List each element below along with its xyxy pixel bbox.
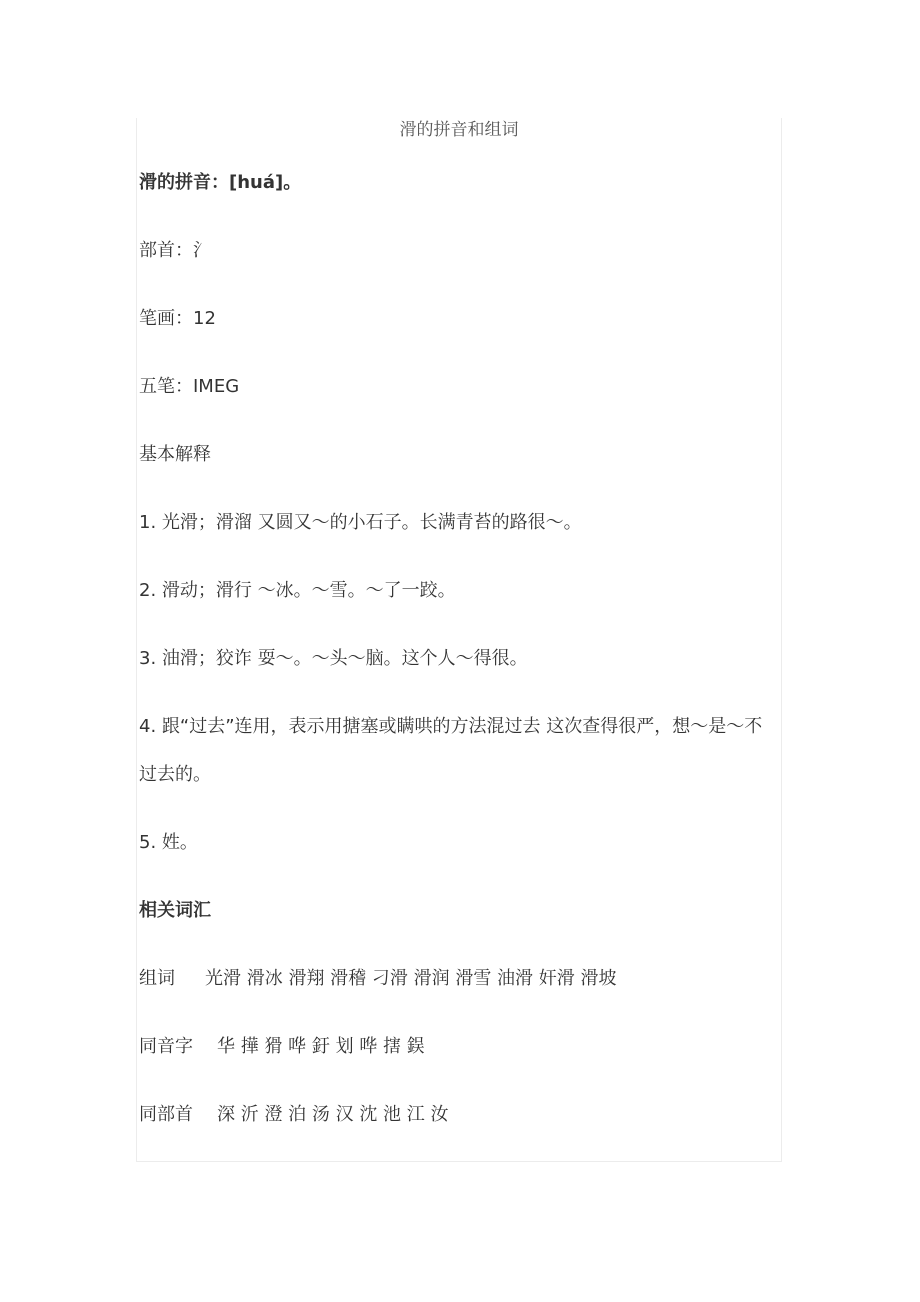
same-radical-label: 同部首 — [139, 1104, 193, 1125]
definition-4: 4. 跟“过去”连用，表示用搪塞或瞒哄的方法混过去 这次查得很严，想～是～不过去的。 — [139, 716, 763, 785]
definition-5: 5. 姓。 — [139, 832, 198, 853]
same-radical-row — [139, 1103, 449, 1127]
wubi-line: 五笔：IMEG — [139, 376, 240, 397]
definition-2: 2. 滑动；滑行 ～冰。～雪。～了一跤。 — [139, 580, 456, 601]
compound-words-row — [139, 967, 617, 991]
document-title: 滑的拼音和组词 — [399, 120, 519, 140]
homophones-list: 华 撶 猾 哗 釪 划 哗 搳 鋘 — [217, 1036, 425, 1057]
compound-words-list: 光滑 滑冰 滑翔 滑稽 刁滑 滑润 滑雪 油滑 奸滑 滑坡 — [205, 968, 617, 989]
same-radical-list: 深 沂 澄 泊 汤 汉 沈 池 江 汝 — [217, 1104, 449, 1125]
pinyin-line: 滑的拼音：[huá]。 — [139, 172, 302, 193]
homophones-row — [139, 1035, 425, 1059]
homophones-label: 同音字 — [139, 1036, 193, 1057]
related-words-heading: 相关词汇 — [139, 900, 211, 921]
definition-1: 1. 光滑；滑溜 又圆又～的小石子。长满青苔的路很～。 — [139, 512, 582, 533]
document-frame — [136, 118, 782, 1162]
basic-explanation-heading: 基本解释 — [139, 444, 211, 465]
definition-3: 3. 油滑；狡诈 耍～。～头～脑。这个人～得很。 — [139, 648, 528, 669]
strokes-line: 笔画：12 — [139, 308, 216, 329]
radical-line: 部首：氵 — [139, 240, 211, 261]
compound-words-label: 组词 — [139, 968, 175, 989]
